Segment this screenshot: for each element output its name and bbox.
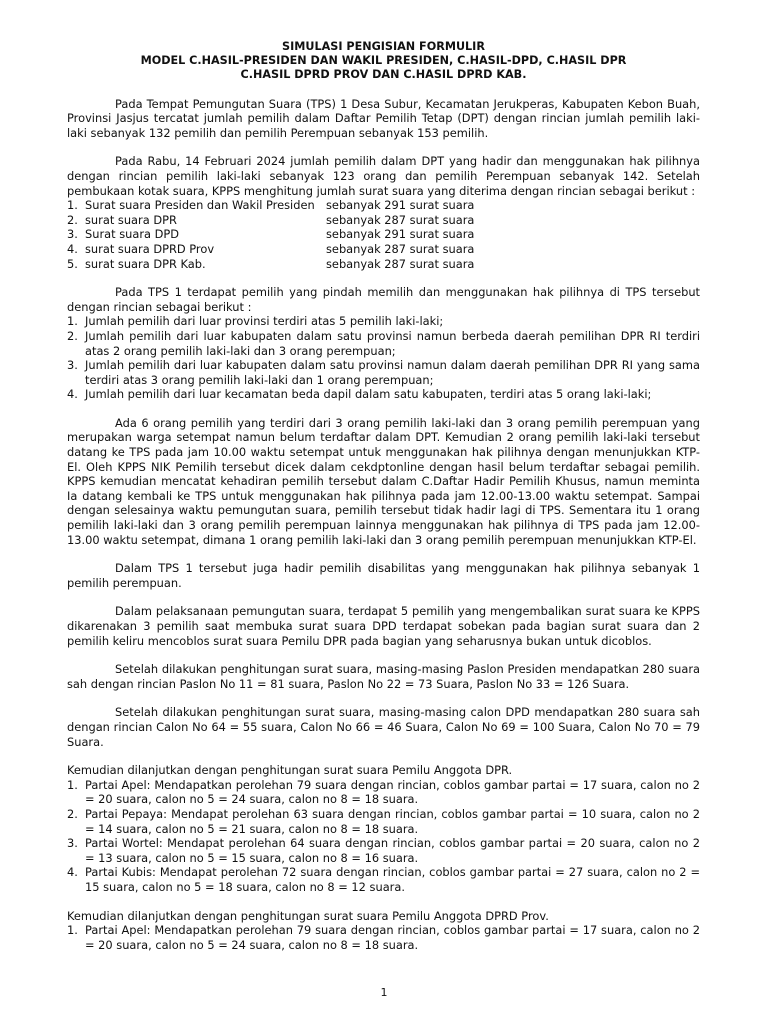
- ballot-list: [67, 198, 700, 271]
- paragraph-unregistered: Ada 6 orang pemilih yang terdiri dari 3 orang pemilih laki-laki dan 3 orang pemilih perempuan yang merupakan warga setempat namun belum terdaftar dalam DPT. Kemudian 2 orang pemilih laki-laki tersebut datang ke TPS pada jam 10.00 waktu setempat untuk menggunakan hak pilihnya dengan menunjukkan KTP-El. Oleh KPPS NIK Pemilih tersebut dicek dalam cekdptonline dengan hasil belum terdaftar sebagai pemilih. KPPS kemudian mencatat kehadiran pemilih tersebut dalam C.Daftar Hadir Pemilih Khusus, namun meminta Ia datang kembali ke TPS untuk menggunakan hak pilihnya pada jam 12.00-13.00 waktu setempat. Sampai dengan selesainya waktu pemungutan suara, pemilih tersebut tidak hadir lagi di TPS. Sementara itu 1 orang pemilih laki-laki dan 3 orang pemilih perempuan lainnya menggunakan hak pilihnya di TPS pada jam 12.00-13.00 waktu setempat, dimana 1 orang pemilih laki-laki dan 3 orang pemilih perempuan menunjukkan KTP-El.: [67, 415, 700, 547]
- list-item: 1. Surat suara Presiden dan Wakil Presiden sebanyak 291 surat suara: [67, 198, 475, 213]
- paragraph-attendance: Pada Rabu, 14 Februari 2024 jumlah pemilih dalam DPT yang hadir dan menggunakan hak pilihnya dengan rincian pemilih laki-laki sebanyak 123 orang dan pemilih Perempuan sebanyak 142. Setelah pembukaan kotak suara, KPPS menghitung jumlah surat suara yang diterima dengan rincian sebagai berikut :: [67, 154, 700, 198]
- list-item: 4. surat suara DPRD Prov sebanyak 287 surat suara: [67, 241, 475, 256]
- title-line-3: C.HASIL DPRD PROV DAN C.HASIL DPRD KAB.: [240, 68, 527, 82]
- movers-list: [67, 314, 700, 402]
- document-title: [67, 40, 700, 83]
- paragraph-dpt: Pada Tempat Pemungutan Suara (TPS) 1 Desa Subur, Kecamatan Jerukperas, Kabupaten Kebon Buah, Provinsi Jasjus tercatat jumlah pemilih dalam Daftar Pemilih Tetap (DPT) dengan rincian jumlah pemilih laki-laki sebanyak 132 pemilih dan pemilih Perempuan sebanyak 153 pemilih.: [67, 96, 700, 140]
- paragraph-president-count: Setelah dilakukan penghitungan surat suara, masing-masing Paslon Presiden mendapatkan 280 suara sah dengan rincian Paslon No 11 = 81 suara, Paslon No 22 = 73 Suara, Paslon No 33 = 126 Suara.: [67, 662, 700, 691]
- list-item: 4. Partai Kubis: Mendapat perolehan 72 suara dengan rincian, coblos gambar partai = 27 suara, calon no 2 = 15 suara, calon no 5 = 18 suara, calon no 8 = 12 suara.: [67, 865, 700, 894]
- list-item: 2. Partai Pepaya: Mendapat perolehan 63 suara dengan rincian, coblos gambar partai = 10 suara, calon no 2 = 14 suara, calon no 5 = 21 suara, calon no 8 = 18 suara.: [67, 806, 700, 836]
- dpr-list: [67, 778, 700, 895]
- list-item: 2. surat suara DPR sebanyak 287 surat suara: [67, 212, 475, 227]
- paragraph-disability: Dalam TPS 1 tersebut juga hadir pemilih disabilitas yang menggunakan hak pilihnya sebanyak 1 pemilih perempuan.: [67, 561, 700, 590]
- page-number: 1: [380, 986, 388, 999]
- list-item: 1. Partai Apel: Mendapatkan perolehan 79 suara dengan rincian, coblos gambar partai = 17 suara, calon no 2 = 20 suara, calon no 5 = 24 suara, calon no 8 = 18 suara.: [67, 923, 700, 952]
- dpr-intro: Kemudian dilanjutkan dengan penghitungan surat suara Pemilu Anggota DPR.: [67, 763, 513, 778]
- paragraph-dpd-count: Setelah dilakukan penghitungan surat suara, masing-masing calon DPD mendapatkan 280 suara sah dengan rincian Calon No 64 = 55 suara, Calon No 66 = 46 Suara, Calon No 69 = 100 Suara, Calon No 70 = 79 Suara.: [67, 705, 700, 749]
- paragraph-returned-ballots: Dalam pelaksanaan pemungutan suara, terdapat 5 pemilih yang mengembalikan surat suara ke KPPS dikarenakan 3 pemilih saat membuka surat suara DPD terdapat sobekan pada bagian surat suara dan 2 pemilih keliru mencoblos surat suara Pemilu DPR pada bagian yang seharusnya bukan untuk dicoblos.: [67, 604, 700, 648]
- title-line-2: MODEL C.HASIL-PRESIDEN DAN WAKIL PRESIDEN, C.HASIL-DPD, C.HASIL DPR: [140, 54, 627, 68]
- list-item: 2. Jumlah pemilih dari luar kabupaten dalam satu provinsi namun berbeda daerah pemilihan DPR RI terdiri atas 2 orang pemilih laki-laki dan 3 orang perempuan;: [67, 328, 700, 358]
- list-item: 3. Surat suara DPD sebanyak 291 surat suara: [67, 227, 475, 242]
- list-item: 1. Jumlah pemilih dari luar provinsi terdiri atas 5 pemilih laki-laki;: [67, 314, 444, 329]
- dprd-intro: Kemudian dilanjutkan dengan penghitungan surat suara Pemilu Anggota DPRD Prov.: [67, 908, 549, 923]
- list-item: 3. Jumlah pemilih dari luar kabupaten dalam satu provinsi namun dalam daerah pemilihan DPR RI yang sama terdiri atas 3 orang pemilih laki-laki dan 1 orang perempuan;: [67, 358, 700, 387]
- dprd-list: [67, 923, 700, 952]
- document-body: [67, 40, 700, 952]
- paragraph-movers: Pada TPS 1 terdapat pemilih yang pindah memilih dan menggunakan hak pilihnya di TPS tersebut dengan rincian sebagai berikut :: [67, 285, 700, 314]
- list-item: 5. surat suara DPR Kab. sebanyak 287 surat suara: [67, 256, 475, 271]
- list-item: 4. Jumlah pemilih dari luar kecamatan beda dapil dalam satu kabupaten, terdiri atas 5 orang laki-laki;: [67, 387, 652, 402]
- list-item: 3. Partai Wortel: Mendapat perolehan 64 suara dengan rincian, coblos gambar partai = 20 suara, calon no 2 = 13 suara, calon no 5 = 15 suara, calon no 8 = 16 suara.: [67, 836, 700, 865]
- title-line-1: SIMULASI PENGISIAN FORMULIR: [282, 40, 485, 53]
- list-item: 1. Partai Apel: Mendapatkan perolehan 79 suara dengan rincian, coblos gambar partai = 17 suara, calon no 2 = 20 suara, calon no 5 = 24 suara, calon no 8 = 18 suara.: [67, 777, 700, 807]
